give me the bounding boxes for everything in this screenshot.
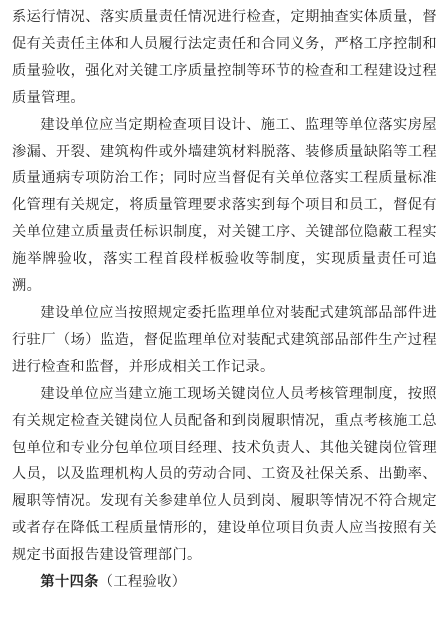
paragraph-supervision: 建设单位应当按照规定委托监理单位对装配式建筑部品部件进行驻厂（场）监造，督促监理单位对装配式建筑部品部件生产过程进行检查和监督，并形成相关工作记录。 <box>12 304 437 375</box>
paragraph-continued: 系运行情况、落实质量责任情况进行检查，定期抽查实体质量，督促有关责任主体和人员履行法定责任和合同义务，严格工序控制和质量验收，强化对关键工序质量控制等环节的检查和工程建设过程质量管理。 <box>12 9 437 106</box>
paragraph-inspection: 建设单位应当定期检查项目设计、施工、监理等单位落实房屋渗漏、开裂、建筑构件或外墙建筑材料脱落、装修质量缺陷等工程质量通病专项防治工作；同时应当督促有关单位落实工程质量标准化管理有关规定，将质量管理要求落实到每个项目和员工，督促有关单位建立质量责任标识制度，对关键工序、关键部位隐蔽工程实施举牌验收，落实工程首段样板验收等制度，实现质量责任可追溯。 <box>12 116 437 295</box>
paragraph-personnel: 建设单位应当建立施工现场关键岗位人员考核管理制度，按照有关规定检查关键岗位人员配备和到岗履职情况，重点考核施工总包单位和专业分包单位项目经理、技术负责人、其他关键岗位管理人员，以及监理机构人员的劳动合同、工资及社保关系、出勤率、履职等情况。发现有关参建单位人员到岗、履职等情况不符合规定或者存在降低工程质量情形的，建设单位项目负责人应当按照有关规定书面报告建设管理部门。 <box>12 385 437 564</box>
article-heading <box>12 569 437 596</box>
article-title: （工程验收） <box>98 574 187 591</box>
article-number: 第十四条 <box>40 574 99 591</box>
